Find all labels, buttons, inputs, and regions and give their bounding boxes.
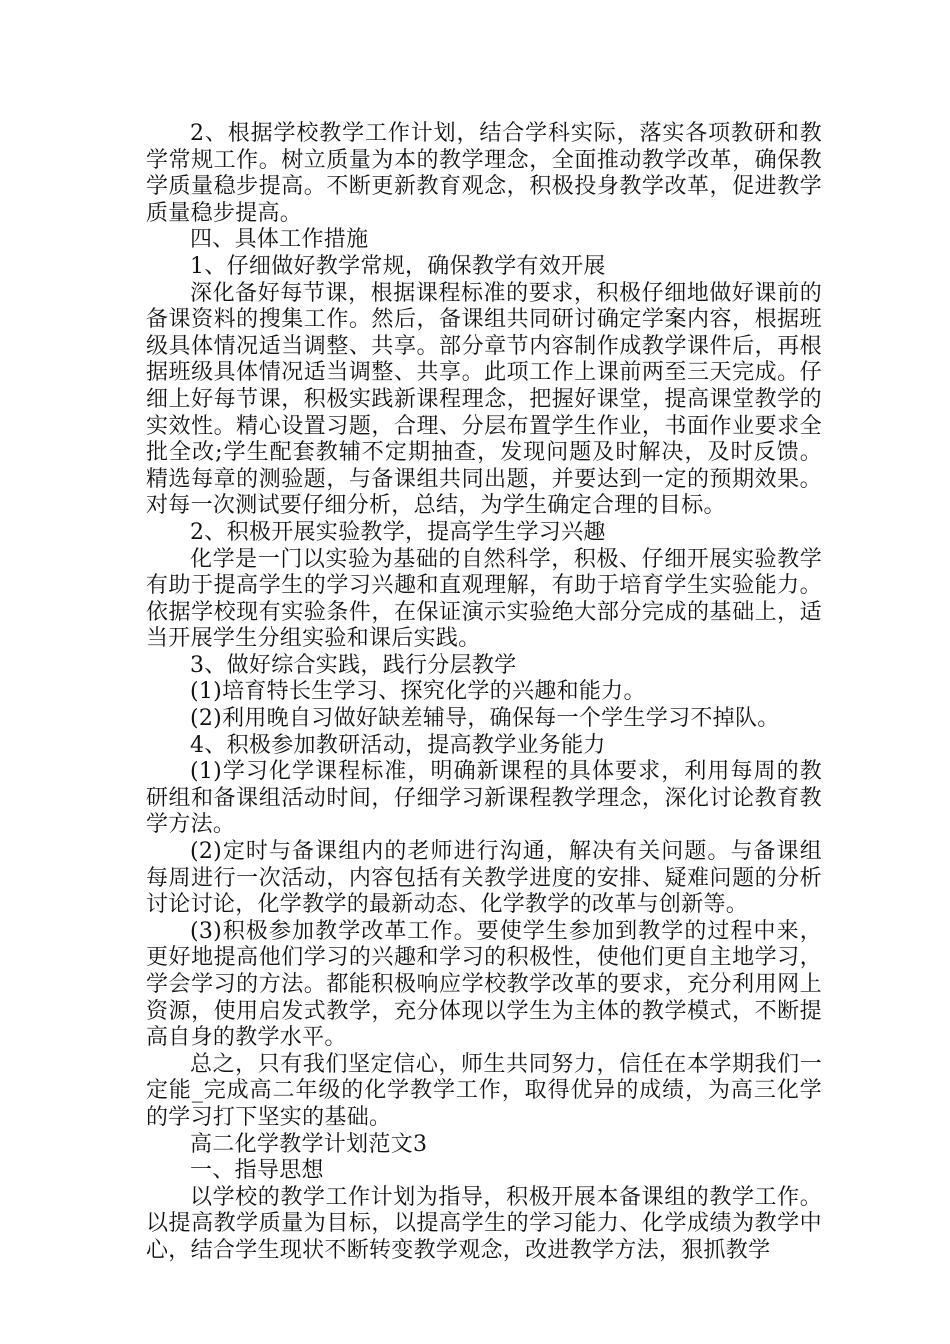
section-title-sample-3: 高二化学教学计划范文3 [190, 1131, 428, 1157]
list-item-practice-1: (1)培育特长生学习、探究化学的兴趣和能力。 [190, 679, 646, 705]
section-heading-measures: 四、具体工作措施 [190, 227, 369, 253]
paragraph-lesson-prep: 深化备好每节课，根据课程标准的要求，积极仔细地做好课前的备课资料的搜集工作。然后，备课组共同研讨确定学案内容，根据班级具体情况适当调整、共享。部分章节内容制作成教学课件后，再根据班级具体情况适当调整、共享。此项工作上课前两至三天完成。仔细上好每节课，积极实践新课程理念，把握好课堂，提高课堂教学的实效性。精心设置习题，合理、分层布置学生作业，书面作业要求全批全改;学生配套教辅不定期抽查，发现问题及时解决，及时反馈。精选每章的测验题，与备课组共同出题，并要达到一定的预期效果。对每一次测试要仔细分析，总结，为学生确定合理的目标。 [146, 280, 822, 519]
paragraph-conclusion: 总之，只有我们坚定信心，师生共同努力，信任在本学期我们一定能_完成高二年级的化学教学工作，取得优异的成绩，为高三化学的学习打下坚实的基础。 [146, 1051, 822, 1130]
list-item-research-3: (3)积极参加教学改革工作。要使学生参加到教学的过程中来，更好地提高他们学习的兴趣和学习的积极性，使他们更自主地学习，学会学习的方法。都能积极响应学校教学改革的要求，充分利用网上资源，使用启发式教学，充分体现以学生为主体的教学模式，不断提高自身的教学水平。 [146, 918, 822, 1051]
list-item-research-2: (2)定时与备课组内的老师进行沟通，解决有关问题。与备课组每周进行一次活动，内容包括有关教学进度的安排、疑难问题的分析讨论讨论，化学教学的最新动态、化学教学的改革与创新等。 [146, 839, 822, 918]
subheading-practice: 3、做好综合实践，践行分层教学 [190, 652, 517, 678]
subheading-routine: 1、仔细做好教学常规，确保教学有效开展 [190, 253, 606, 279]
subheading-research: 4、积极参加教研活动，提高教学业务能力 [190, 732, 606, 758]
paragraph-experiments: 化学是一门以实验为基础的自然科学，积极、仔细开展实验教学有助于提高学生的学习兴趣和直观理解，有助于培育学生实验能力。依据学校现有实验条件，在保证演示实验绝大部分完成的基础上，适当开展学生分组实验和课后实践。 [146, 546, 822, 652]
paragraph-guiding-idea: 以学校的教学工作计划为指导，积极开展本备课组的教学工作。以提高教学质量为目标，以提高学生的学习能力、化学成绩为教学中心，结合学生现状不断转变教学观念，改进教学方法，狠抓教学 [146, 1184, 822, 1263]
document-body [146, 121, 822, 1265]
list-item-practice-2: (2)利用晚自习做好缺差辅导，确保每一个学生学习不掉队。 [190, 706, 780, 732]
list-item-research-1: (1)学习化学课程标准，明确新课程的具体要求，利用每周的教研组和备课组活动时间，仔细学习新课程教学理念，深化讨论教育教学方法。 [146, 759, 822, 838]
section-heading-guiding-idea: 一、指导思想 [190, 1158, 324, 1184]
subheading-experiments: 2、积极开展实验教学，提高学生学习兴趣 [190, 519, 606, 545]
paragraph-item-2-goal: 2、根据学校教学工作计划，结合学科实际，落实各项教研和教学常规工作。树立质量为本的教学理念，全面推动教学改革，确保教学质量稳步提高。不断更新教育观念，积极投身教学改革，促进教学质量稳步提高。 [146, 121, 822, 226]
